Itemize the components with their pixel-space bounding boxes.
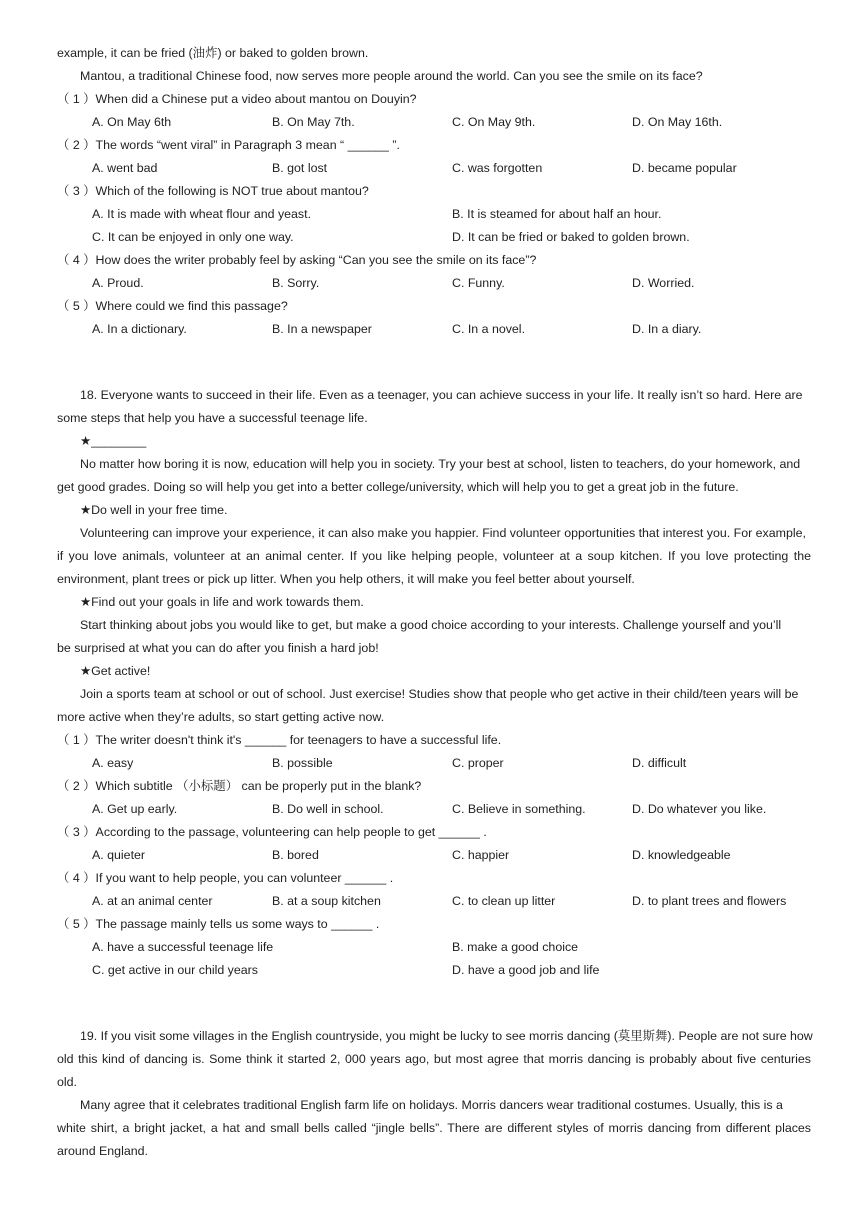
paragraph-line: some steps that help you have a successful teenage life. (57, 411, 368, 425)
paragraph-line: be surprised at what you can do after you finish a hard job! (57, 641, 379, 655)
paragraph-line: white shirt, a bright jacket, a hat and small bells called “jingle bells”. There are different styles of morris dancing from different places (57, 1121, 811, 1135)
answer-option: D. became popular (632, 161, 737, 175)
question-stem: （ 1 ）When did a Chinese put a video about mantou on Douyin? (57, 92, 417, 106)
answer-option: B. Sorry. (272, 276, 320, 290)
answer-option: D. to plant trees and flowers (632, 894, 787, 908)
answer-option: B. make a good choice (452, 940, 579, 954)
answer-option: D. On May 16th. (632, 115, 723, 129)
answer-option: B. possible (272, 756, 333, 770)
paragraph-line: ★Get active! (80, 664, 151, 678)
answer-option: B. In a newspaper (272, 322, 372, 336)
question-stem: （ 2 ）Which subtitle （小标题） can be properly put in the blank? (57, 779, 422, 793)
question-stem: （ 3 ）According to the passage, volunteering can help people to get ______ . (57, 825, 487, 839)
answer-option: B. at a soup kitchen (272, 894, 381, 908)
answer-option: A. It is made with wheat flour and yeast. (92, 207, 312, 221)
question-stem: （ 5 ）The passage mainly tells us some ways to ______ . (57, 917, 380, 931)
answer-option: A. at an animal center (92, 894, 213, 908)
paragraph-line: if you love animals, volunteer at an animal center. If you like helping people, volunteer at a soup kitchen. If you love protecting the (57, 549, 811, 563)
answer-option: B. Do well in school. (272, 802, 384, 816)
answer-option: D. Worried. (632, 276, 695, 290)
answer-option: C. was forgotten (452, 161, 543, 175)
paragraph-line: environment, plant trees or pick up litter. When you help others, it will make you feel better about yourself. (57, 572, 635, 586)
answer-option: A. easy (92, 756, 134, 770)
answer-option: D. In a diary. (632, 322, 702, 336)
answer-option: C. Funny. (452, 276, 505, 290)
paragraph-line: Start thinking about jobs you would like to get, but make a good choice according to your interests. Challenge yourself and you’ll (80, 618, 782, 632)
paragraph-line: more active when they’re adults, so start getting active now. (57, 710, 385, 724)
answer-option: A. In a dictionary. (92, 322, 187, 336)
answer-option: A. have a successful teenage life (92, 940, 274, 954)
answer-option: B. On May 7th. (272, 115, 355, 129)
answer-option: C. Believe in something. (452, 802, 586, 816)
answer-option: C. get active in our child years (92, 963, 258, 977)
answer-option: A. Proud. (92, 276, 144, 290)
paragraph-line: ★Do well in your free time. (80, 503, 228, 517)
answer-option: C. It can be enjoyed in only one way. (92, 230, 294, 244)
answer-option: D. Do whatever you like. (632, 802, 767, 816)
answer-option: D. have a good job and life (452, 963, 600, 977)
paragraph-line: Many agree that it celebrates traditional English farm life on holidays. Morris dancers wear traditional costumes. Usually, this is a (80, 1098, 783, 1112)
answer-option: B. got lost (272, 161, 328, 175)
answer-option: D. difficult (632, 756, 687, 770)
answer-option: B. It is steamed for about half an hour. (452, 207, 662, 221)
paragraph-line: ★Find out your goals in life and work towards them. (80, 595, 364, 609)
paragraph-line: 18. Everyone wants to succeed in their life. Even as a teenager, you can achieve success in your life. It really isn’t so hard. Here are (80, 388, 803, 402)
paragraph-line: 19. If you visit some villages in the English countryside, you might be lucky to see morris dancing (莫里斯舞). People are not sure how (80, 1029, 813, 1043)
paragraph-line: Join a sports team at school or out of school. Just exercise! Studies show that people who get active in their child/teen years will be (80, 687, 799, 701)
question-stem: （ 1 ）The writer doesn't think it's ______ for teenagers to have a successful life. (57, 733, 502, 747)
answer-option: A. went bad (92, 161, 158, 175)
paragraph-line: No matter how boring it is now, education will help you in society. Try your best at school, listen to teachers, do your homework, and (80, 457, 801, 471)
question-stem: （ 4 ）How does the writer probably feel by asking “Can you see the smile on its face”? (57, 253, 537, 267)
answer-option: B. bored (272, 848, 319, 862)
paragraph-line: old this kind of dancing is. Some think it started 2, 000 years ago, but most agree that morris dancing is probably about five centuries (57, 1052, 811, 1066)
paragraph-line: Volunteering can improve your experience, it can also make you happier. Find volunteer opportunities that interest you. For example, (80, 526, 806, 540)
paragraph-line: old. (57, 1075, 77, 1089)
answer-option: C. to clean up litter (452, 894, 556, 908)
answer-option: C. happier (452, 848, 510, 862)
answer-option: D. knowledgeable (632, 848, 731, 862)
question-stem: （ 3 ）Which of the following is NOT true about mantou? (57, 184, 369, 198)
answer-option: A. quieter (92, 848, 146, 862)
answer-option: A. On May 6th (92, 115, 172, 129)
answer-option: C. proper (452, 756, 504, 770)
answer-option: A. Get up early. (92, 802, 178, 816)
paragraph-line: ★________ (80, 434, 147, 448)
answer-option: D. It can be fried or baked to golden brown. (452, 230, 690, 244)
question-stem: （ 5 ）Where could we find this passage? (57, 299, 288, 313)
paragraph-line: example, it can be fried (油炸) or baked to golden brown. (57, 46, 369, 60)
answer-option: C. On May 9th. (452, 115, 536, 129)
paragraph-line: get good grades. Doing so will help you get into a better college/university, which will help you to get a great job in the future. (57, 480, 739, 494)
question-stem: （ 2 ）The words “went viral” in Paragraph 3 mean “ ______ ”. (57, 138, 400, 152)
paragraph-line: around England. (57, 1144, 148, 1158)
answer-option: C. In a novel. (452, 322, 526, 336)
question-stem: （ 4 ）If you want to help people, you can volunteer ______ . (57, 871, 394, 885)
paragraph-line: Mantou, a traditional Chinese food, now serves more people around the world. Can you see the smile on its face? (80, 69, 703, 83)
